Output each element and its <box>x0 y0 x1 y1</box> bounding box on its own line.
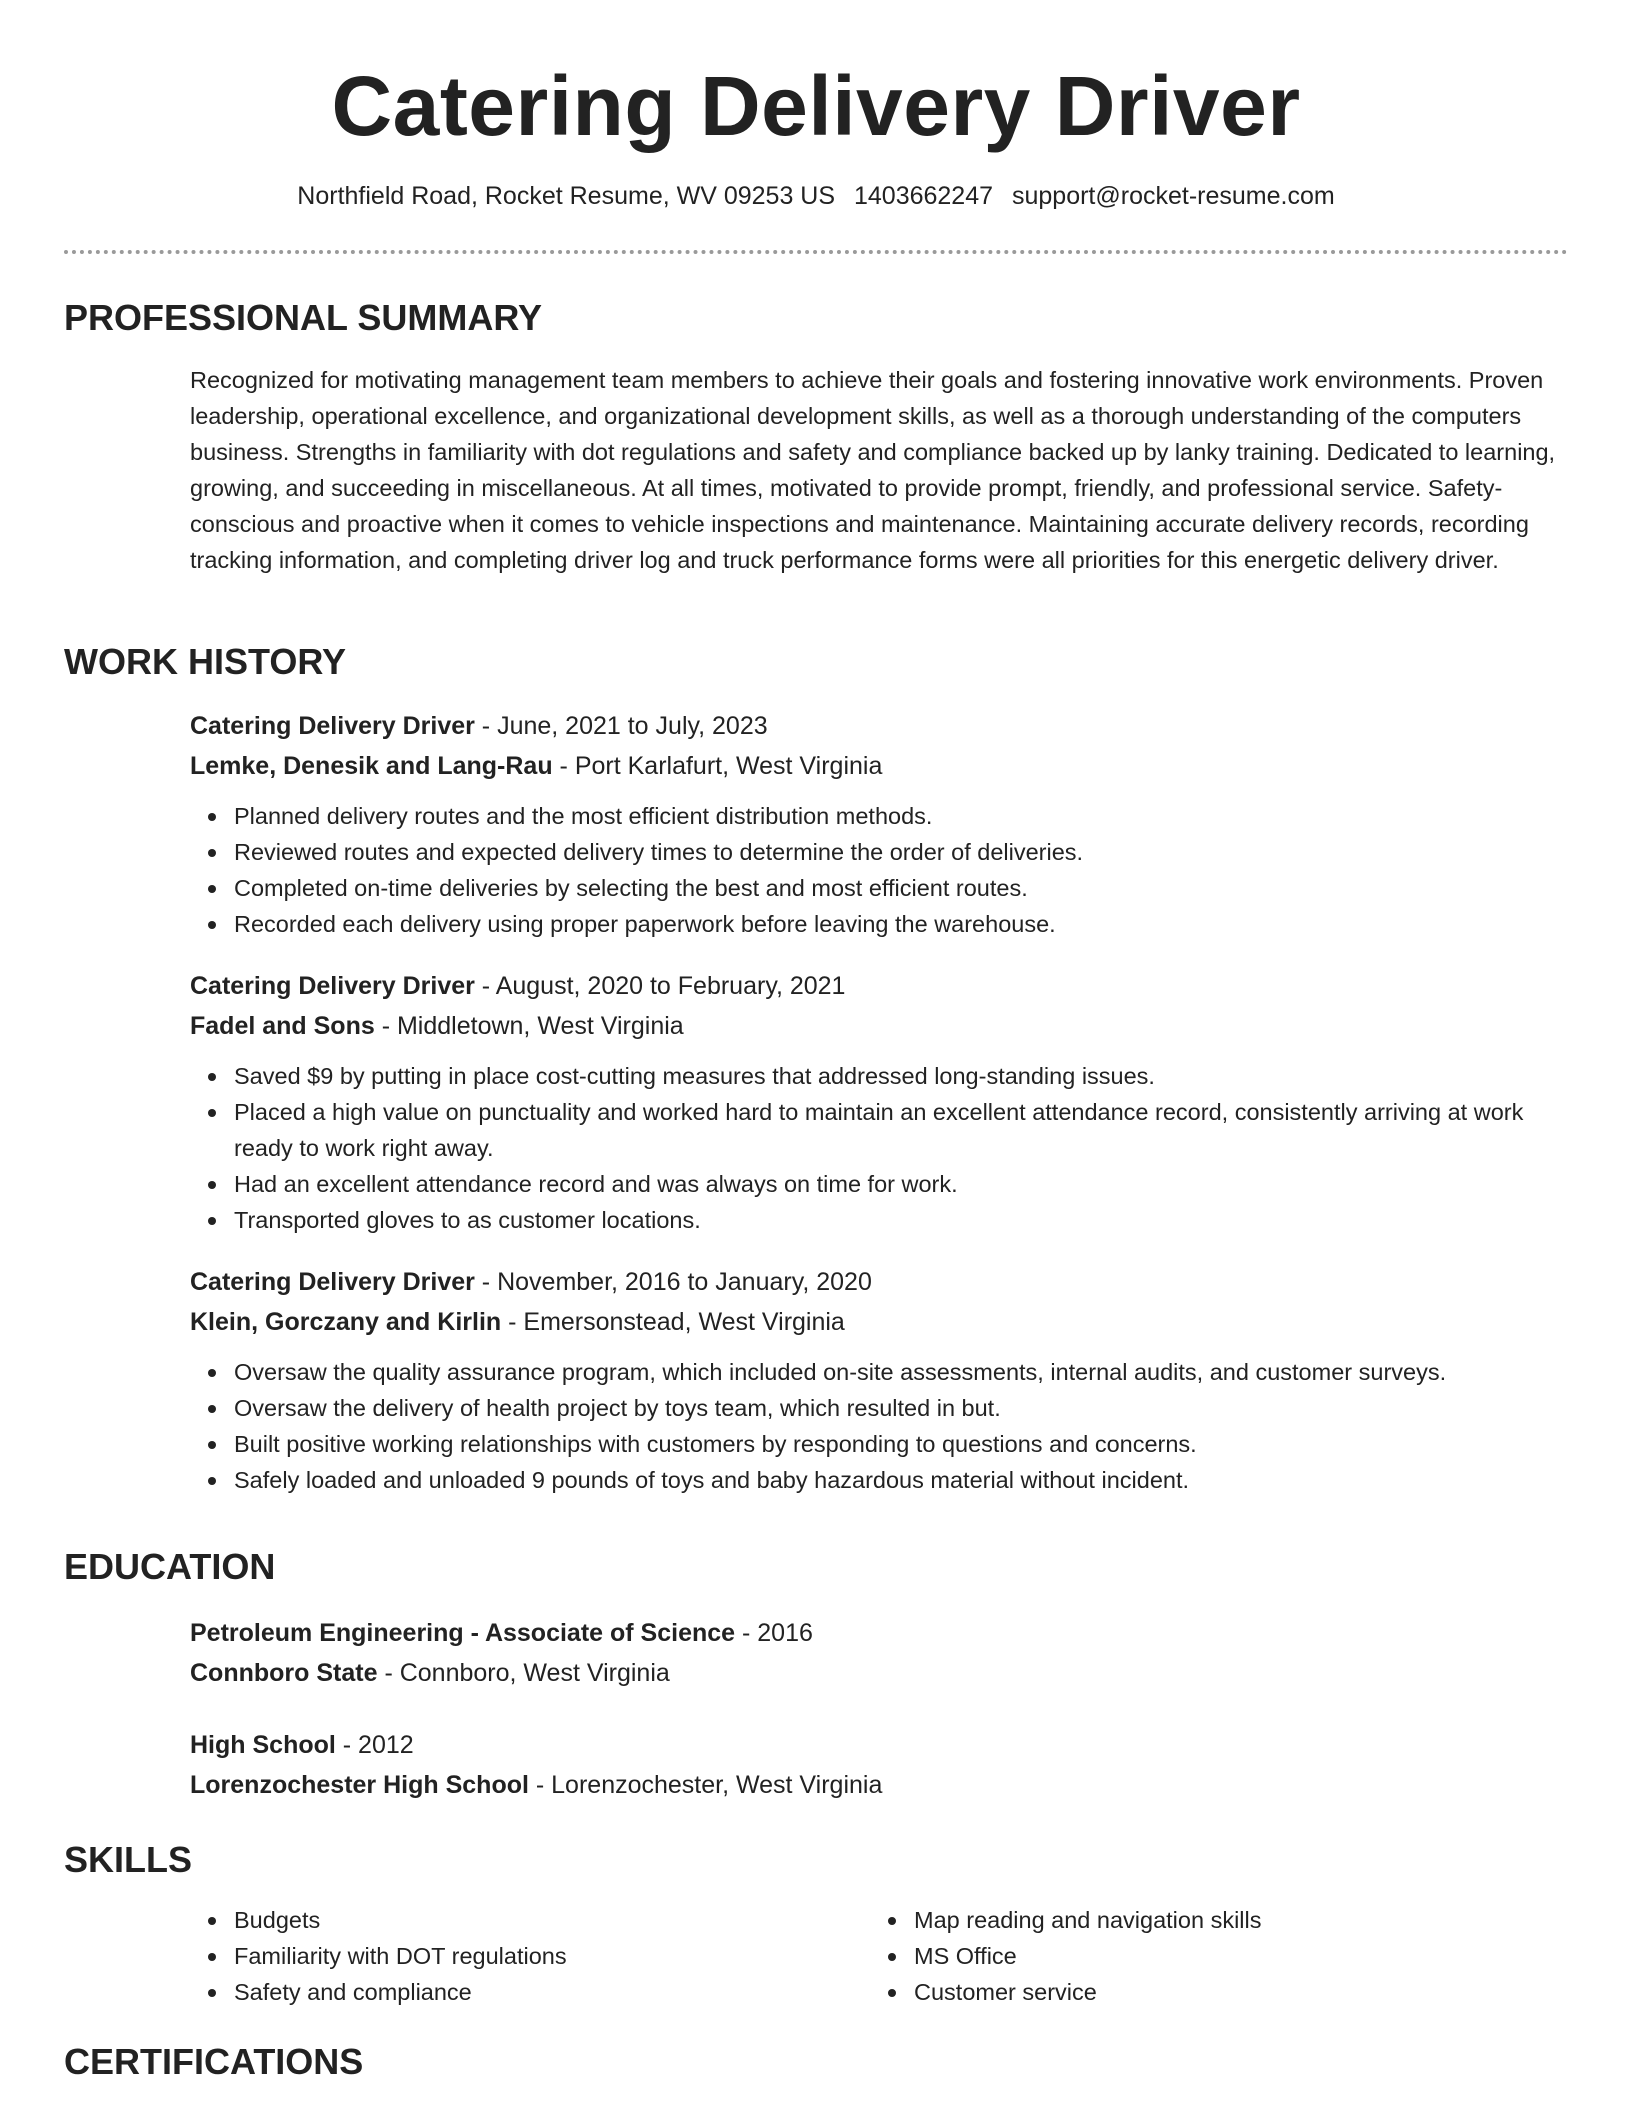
school-name: Connboro State <box>190 1659 378 1687</box>
contact-line <box>0 180 1632 212</box>
address-text: Northfield Road, Rocket Resume, WV 09253 US <box>297 182 836 210</box>
skill-item: Safety and compliance <box>234 1974 870 2010</box>
section-title-work-history: WORK HISTORY <box>64 641 347 682</box>
candidate-name: Catering Delivery Driver <box>331 59 1301 153</box>
job-bullet: Reviewed routes and expected delivery times to determine the order of deliveries. <box>234 834 1568 870</box>
skill-item: Familiarity with DOT regulations <box>234 1938 870 1974</box>
job-role: Catering Delivery Driver <box>190 972 475 1000</box>
skills-list <box>190 1902 870 2010</box>
job-company: Fadel and Sons <box>190 1012 375 1040</box>
degree-year: - 2012 <box>335 1731 414 1759</box>
skills-grid <box>64 1882 1568 2010</box>
job-bullets <box>190 798 1568 942</box>
school-name: Lorenzochester High School <box>190 1771 529 1799</box>
skills-section <box>64 1838 1568 2010</box>
resume-header <box>0 0 1632 212</box>
degree-line <box>190 1613 1568 1653</box>
skill-item: MS Office <box>914 1938 1550 1974</box>
job-bullet: Planned delivery routes and the most efficient distribution methods. <box>234 798 1568 834</box>
skill-item: Map reading and navigation skills <box>914 1902 1550 1938</box>
job-company-line <box>190 1006 1568 1046</box>
job-bullet: Saved $9 by putting in place cost-cutting measures that addressed long-standing issues. <box>234 1058 1568 1094</box>
job-entry <box>190 966 1568 1238</box>
job-title-line <box>190 706 1568 746</box>
degree-name: High School <box>190 1731 336 1759</box>
job-bullets <box>190 1058 1568 1238</box>
job-bullet: Oversaw the quality assurance program, which included on-site assessments, internal audits, and customer surveys. <box>234 1354 1568 1390</box>
work-history-section <box>64 640 1568 1498</box>
degree-year: - 2016 <box>735 1619 813 1647</box>
job-bullet: Oversaw the delivery of health project by toys team, which resulted in but. <box>234 1390 1568 1426</box>
section-title-education: EDUCATION <box>64 1546 276 1587</box>
section-title-certifications: CERTIFICATIONS <box>64 2041 364 2082</box>
school-line <box>190 1765 1568 1805</box>
email-text: support@rocket-resume.com <box>1011 182 1335 210</box>
job-role: Catering Delivery Driver <box>190 712 475 740</box>
job-location: - Middletown, West Virginia <box>374 1012 684 1040</box>
section-title-summary: PROFESSIONAL SUMMARY <box>64 297 543 338</box>
education-section <box>64 1545 1568 1805</box>
job-title-line <box>190 1262 1568 1302</box>
job-company-line <box>190 746 1568 786</box>
job-bullet: Recorded each delivery using proper paperwork before leaving the warehouse. <box>234 906 1568 942</box>
job-dates: - August, 2020 to February, 2021 <box>474 972 846 1000</box>
summary-section <box>64 296 1568 578</box>
job-bullet: Safely loaded and unloaded 9 pounds of toys and baby hazardous material without incident. <box>234 1462 1568 1498</box>
job-company-line <box>190 1302 1568 1342</box>
education-entry <box>190 1725 1568 1805</box>
header-divider <box>64 250 1568 254</box>
job-bullets <box>190 1354 1568 1498</box>
school-location: - Lorenzochester, West Virginia <box>528 1771 883 1799</box>
education-entry <box>190 1613 1568 1693</box>
job-location: - Emersonstead, West Virginia <box>501 1308 845 1336</box>
school-location: - Connboro, West Virginia <box>377 1659 670 1687</box>
job-bullet: Completed on-time deliveries by selecting the best and most efficient routes. <box>234 870 1568 906</box>
section-title-skills: SKILLS <box>64 1839 193 1880</box>
job-dates: - November, 2016 to January, 2020 <box>474 1268 872 1296</box>
job-bullet: Built positive working relationships with customers by responding to questions and concerns. <box>234 1426 1568 1462</box>
job-location: - Port Karlafurt, West Virginia <box>552 752 883 780</box>
job-entry <box>190 1262 1568 1498</box>
skill-item: Customer service <box>914 1974 1550 2010</box>
job-company: Lemke, Denesik and Lang-Rau <box>190 752 553 780</box>
skills-column-right <box>870 1882 1550 2010</box>
school-line <box>190 1653 1568 1693</box>
job-bullet: Placed a high value on punctuality and worked hard to maintain an excellent attendance record, consistently arriving at work ready to work right away. <box>234 1094 1568 1166</box>
job-title-line <box>190 966 1568 1006</box>
degree-line <box>190 1725 1568 1765</box>
job-entry <box>190 706 1568 942</box>
job-dates: - June, 2021 to July, 2023 <box>474 712 768 740</box>
certifications-section <box>64 2040 1568 2084</box>
job-company: Klein, Gorczany and Kirlin <box>190 1308 502 1336</box>
skills-list <box>870 1902 1550 2010</box>
skills-column-left <box>190 1882 870 2010</box>
summary-text: Recognized for motivating management team members to achieve their goals and fostering innovative work environments. Proven leadership, operational excellence, and organizational development skills, as well as a thorough understanding of the computers business. Strengths in familiarity with dot regulations and safety and compliance backed up by lanky training. Dedicated to learning, growing, and succeeding in miscellaneous. At all times, motivated to provide prompt, friendly, and professional service. Safety-conscious and proactive when it comes to vehicle inspections and maintenance. Maintaining accurate delivery records, recording tracking information, and completing driver log and truck performance forms were all priorities for this energetic delivery driver. <box>190 367 1556 573</box>
skill-item: Budgets <box>234 1902 870 1938</box>
job-bullet: Had an excellent attendance record and was always on time for work. <box>234 1166 1568 1202</box>
job-bullet: Transported gloves to as customer locations. <box>234 1202 1568 1238</box>
phone-text: 1403662247 <box>853 182 994 210</box>
job-role: Catering Delivery Driver <box>190 1268 475 1296</box>
degree-name: Petroleum Engineering - Associate of Science <box>190 1619 736 1647</box>
